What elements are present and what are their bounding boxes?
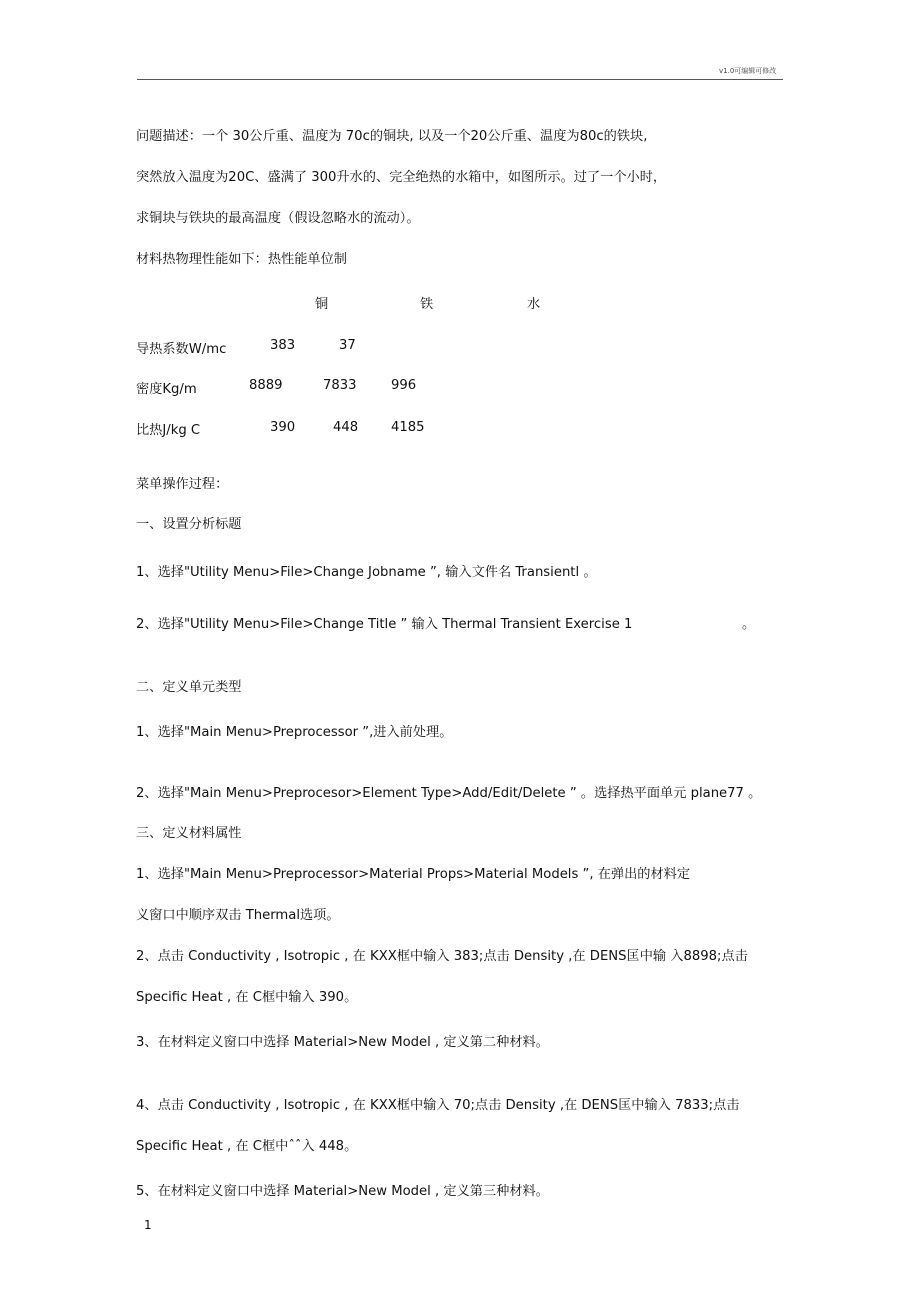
table-header-copper: 铜	[315, 297, 329, 312]
header-rule	[137, 79, 783, 80]
table-header-iron: 铁	[420, 297, 434, 312]
step-2-1: 1、选择"Main Menu>Preprocessor ”,进入前处理。	[136, 725, 453, 740]
step-3-4: 4、点击 Conductivity , Isotropic , 在 KXX框中输入 70;点击 Density ,在 DENS匡中输入 7833;点击	[136, 1098, 740, 1113]
step-1-2-end: 。	[742, 617, 756, 632]
section-1-heading: 一、设置分析标题	[136, 517, 242, 532]
table-header-water: 水	[527, 297, 541, 312]
intro-line-3: 求铜块与铁块的最高温度（假设忽略水的流动）。	[136, 211, 420, 226]
table-cell: 390	[270, 420, 296, 435]
table-row-label: 比热J/kg C	[136, 423, 201, 438]
step-3-1: 1、选择"Main Menu>Preprocessor>Material Props>Material Models ”, 在弹出的材料定	[136, 867, 691, 882]
step-1-2: 2、选择"Utility Menu>File>Change Title ” 输入 Thermal Transient Exercise 1	[136, 617, 633, 632]
step-3-5: 5、在材料定义窗口中选择 Material>New Model , 定义第三种材料。	[136, 1184, 549, 1199]
section-3-heading: 三、定义材料属性	[136, 826, 242, 841]
step-3-2: 2、点击 Conductivity , Isotropic , 在 KXX框中输入 383;点击 Density ,在 DENS匡中输 入8898;点击	[136, 949, 748, 964]
intro-line-4: 材料热物理性能如下：热性能单位制	[136, 252, 347, 267]
intro-line-2: 突然放入温度为20C、盛满了 300升水的、完全绝热的水箱中，如图所示。过了一个小时，	[136, 170, 667, 185]
intro-line-1: 问题描述：一个 30公斤重、温度为 70c的铜块, 以及一个20公斤重、温度为80c的铁块,	[136, 129, 648, 144]
table-row-label: 密度Kg/m	[136, 382, 197, 397]
step-3-4-cont: Specific Heat , 在 C框中ˆˆ入 448。	[136, 1139, 358, 1154]
table-cell: 996	[391, 378, 417, 393]
table-cell: 7833	[323, 378, 357, 393]
header-note: v1.0可编辑可修改	[719, 67, 777, 75]
table-cell: 8889	[249, 378, 283, 393]
section-2-heading: 二、定义单元类型	[136, 680, 242, 695]
table-cell: 4185	[391, 420, 425, 435]
table-cell: 448	[333, 420, 359, 435]
menu-title: 菜单操作过程：	[136, 477, 229, 492]
step-2-2: 2、选择"Main Menu>Preprocesor>Element Type>Add/Edit/Delete ” 。选择热平面单元 plane77 。	[136, 786, 762, 801]
step-3-1-cont: 义窗口中顺序双击 Thermal选项。	[136, 908, 340, 923]
step-3-3: 3、在材料定义窗口中选择 Material>New Model , 定义第二种材料。	[136, 1035, 549, 1050]
table-row-label: 导热系数W/mc	[136, 342, 227, 357]
step-3-2-cont: Specific Heat , 在 C框中输入 390。	[136, 990, 358, 1005]
step-1-1: 1、选择"Utility Menu>File>Change Jobname ”, 输入文件名 Transientl 。	[136, 565, 597, 580]
table-cell: 383	[270, 338, 296, 353]
page-number: 1	[144, 1218, 152, 1232]
table-cell: 37	[339, 338, 356, 353]
